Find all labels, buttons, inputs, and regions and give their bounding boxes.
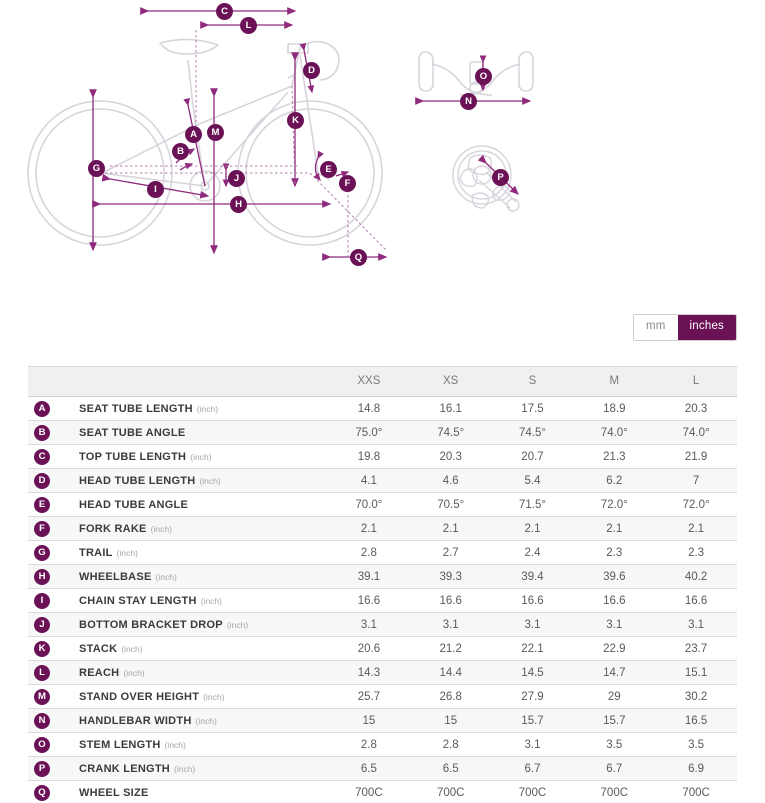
table-row bbox=[28, 637, 737, 661]
value-cell-m: 6.2 bbox=[606, 474, 623, 487]
spec-label-cell bbox=[28, 517, 328, 541]
table-row bbox=[28, 445, 737, 469]
row-badge-i: I bbox=[34, 593, 50, 609]
value-cell-l: 74.0° bbox=[682, 426, 710, 439]
value-cell-xxs: 16.6 bbox=[357, 594, 381, 607]
table-header-row bbox=[28, 367, 737, 397]
column-header-s: S bbox=[492, 367, 574, 397]
spec-name: STACK (inch) bbox=[79, 642, 143, 655]
spec-unit: (inch) bbox=[226, 619, 249, 630]
value-cell-s: 2.1 bbox=[524, 522, 541, 535]
value-cell-xxs: 6.5 bbox=[360, 762, 377, 775]
row-badge-m: M bbox=[34, 689, 50, 705]
value-cell-m: 39.6 bbox=[603, 570, 626, 583]
row-badge-f: F bbox=[34, 521, 50, 537]
value-cell-m: 74.0° bbox=[600, 426, 628, 439]
value-cell-s: 20.7 bbox=[521, 450, 544, 463]
spec-name: WHEEL SIZE bbox=[79, 786, 149, 799]
value-cell-xs: 2.7 bbox=[442, 546, 459, 559]
value-cell-m: 21.3 bbox=[603, 450, 626, 463]
value-cell-m: 14.7 bbox=[603, 666, 626, 679]
spec-unit: (inch) bbox=[123, 667, 145, 678]
value-cell-xs: 15 bbox=[444, 714, 458, 727]
spec-name: CHAIN STAY LENGTH (inch) bbox=[79, 594, 222, 607]
row-badge-g: G bbox=[34, 545, 50, 561]
value-cell-xs: 21.2 bbox=[439, 642, 462, 655]
value-cell-l: 30.2 bbox=[684, 690, 708, 703]
value-cell-l: 6.9 bbox=[688, 762, 705, 775]
diagram-callout-m: M bbox=[207, 124, 224, 141]
diagram-callout-f: F bbox=[339, 175, 356, 192]
value-cell-s: 15.7 bbox=[521, 714, 544, 727]
column-header-m: M bbox=[573, 367, 655, 397]
table-row bbox=[28, 469, 737, 493]
spec-label-cell bbox=[28, 589, 328, 613]
value-cell-m: 15.7 bbox=[603, 714, 626, 727]
value-cell-s: 2.4 bbox=[524, 546, 541, 559]
value-cell-s: 6.7 bbox=[524, 762, 541, 775]
value-cell-xxs: 2.8 bbox=[360, 738, 377, 751]
diagram-callout-i: I bbox=[147, 181, 164, 198]
spec-name: STEM LENGTH (inch) bbox=[79, 738, 186, 751]
value-cell-m: 29 bbox=[607, 690, 621, 703]
spec-label-cell bbox=[28, 685, 328, 709]
value-cell-xxs: 14.8 bbox=[357, 402, 381, 415]
value-cell-m: 2.3 bbox=[606, 546, 623, 559]
value-cell-m: 2.1 bbox=[606, 522, 623, 535]
diagram-callout-h: H bbox=[230, 196, 247, 213]
value-cell-l: 3.5 bbox=[688, 738, 705, 751]
row-badge-n: N bbox=[34, 713, 50, 729]
value-cell-xxs: 15 bbox=[362, 714, 376, 727]
value-cell-xs: 16.1 bbox=[439, 402, 462, 415]
row-badge-c: C bbox=[34, 449, 50, 465]
row-badge-l: L bbox=[34, 665, 50, 681]
value-cell-s: 5.4 bbox=[524, 474, 541, 487]
spec-label-cell bbox=[28, 565, 328, 589]
value-cell-s: 700C bbox=[518, 786, 547, 799]
spec-unit: (inch) bbox=[196, 403, 219, 414]
spec-label-cell bbox=[28, 637, 328, 661]
spec-label-cell bbox=[28, 781, 328, 803]
value-cell-m: 6.7 bbox=[606, 762, 623, 775]
row-badge-d: D bbox=[34, 473, 50, 489]
value-cell-s: 3.1 bbox=[524, 738, 541, 751]
diagram-callout-j: J bbox=[228, 170, 245, 187]
row-badge-a: A bbox=[34, 401, 50, 417]
spec-name: FORK RAKE (inch) bbox=[79, 522, 172, 535]
spec-name: REACH (inch) bbox=[79, 666, 145, 679]
value-cell-xs: 6.5 bbox=[442, 762, 459, 775]
spec-unit: (inch) bbox=[200, 595, 222, 606]
value-cell-xs: 74.5° bbox=[437, 426, 465, 439]
value-cell-m: 3.1 bbox=[606, 618, 623, 631]
value-cell-xs: 2.8 bbox=[442, 738, 459, 751]
bike-geometry-diagram bbox=[0, 0, 765, 290]
spec-name: SEAT TUBE ANGLE bbox=[79, 426, 186, 439]
value-cell-xs: 3.1 bbox=[442, 618, 459, 631]
spec-name: TOP TUBE LENGTH (inch) bbox=[79, 450, 212, 463]
dimension-lines bbox=[93, 11, 386, 257]
spec-name: HEAD TUBE LENGTH (inch) bbox=[79, 474, 221, 487]
spec-label-cell bbox=[28, 613, 328, 637]
row-badge-p: P bbox=[34, 761, 50, 777]
spec-name: SEAT TUBE LENGTH (inch) bbox=[79, 402, 219, 415]
diagram-callout-g: G bbox=[88, 160, 105, 177]
value-cell-m: 16.6 bbox=[603, 594, 626, 607]
table-row bbox=[28, 781, 737, 803]
value-cell-s: 27.9 bbox=[521, 690, 544, 703]
value-cell-l: 40.2 bbox=[684, 570, 708, 583]
table-row bbox=[28, 733, 737, 757]
value-cell-xxs: 2.8 bbox=[360, 546, 377, 559]
header-spec-label bbox=[28, 367, 328, 397]
spec-name: WHEELBASE (inch) bbox=[79, 570, 177, 583]
column-header-l: L bbox=[655, 367, 737, 397]
value-cell-s: 14.5 bbox=[521, 666, 544, 679]
row-badge-j: J bbox=[34, 617, 50, 633]
value-cell-s: 3.1 bbox=[524, 618, 541, 631]
table-row bbox=[28, 757, 737, 781]
spec-name: BOTTOM BRACKET DROP (inch) bbox=[79, 618, 249, 631]
spec-unit: (inch) bbox=[190, 451, 212, 462]
value-cell-s: 22.1 bbox=[521, 642, 544, 655]
spec-label-cell bbox=[28, 733, 328, 757]
table-row bbox=[28, 661, 737, 685]
value-cell-xxs: 14.3 bbox=[357, 666, 381, 679]
value-cell-l: 16.5 bbox=[684, 714, 708, 727]
value-cell-l: 21.9 bbox=[684, 450, 708, 463]
value-cell-l: 700C bbox=[682, 786, 710, 799]
value-cell-l: 20.3 bbox=[684, 402, 708, 415]
table-row bbox=[28, 397, 737, 421]
spec-label-cell bbox=[28, 757, 328, 781]
value-cell-xs: 4.6 bbox=[442, 474, 459, 487]
column-header-xxs: XXS bbox=[328, 367, 410, 397]
value-cell-s: 17.5 bbox=[521, 402, 544, 415]
geometry-table bbox=[28, 366, 737, 803]
value-cell-l: 16.6 bbox=[684, 594, 708, 607]
value-cell-m: 22.9 bbox=[603, 642, 626, 655]
spec-unit: (inch) bbox=[199, 475, 221, 486]
spec-label-cell bbox=[28, 445, 328, 469]
spec-name: HANDLEBAR WIDTH (inch) bbox=[79, 714, 217, 727]
spec-unit: (inch) bbox=[174, 763, 196, 774]
bike-outline-graphic bbox=[28, 39, 382, 245]
value-cell-s: 39.4 bbox=[521, 570, 544, 583]
spec-name: STAND OVER HEIGHT (inch) bbox=[79, 690, 225, 703]
unit-toggle[interactable] bbox=[633, 314, 737, 341]
diagram-callout-o: O bbox=[475, 68, 492, 85]
value-cell-xs: 26.8 bbox=[439, 690, 462, 703]
value-cell-l: 15.1 bbox=[684, 666, 708, 679]
diagram-callout-e: E bbox=[320, 161, 337, 178]
value-cell-xs: 700C bbox=[436, 786, 465, 799]
value-cell-xxs: 75.0° bbox=[355, 426, 383, 439]
row-badge-k: K bbox=[34, 641, 50, 657]
table-row bbox=[28, 541, 737, 565]
value-cell-xs: 70.5° bbox=[437, 498, 465, 511]
row-badge-o: O bbox=[34, 737, 50, 753]
value-cell-xs: 2.1 bbox=[442, 522, 459, 535]
value-cell-s: 71.5° bbox=[519, 498, 546, 511]
value-cell-xxs: 700C bbox=[355, 786, 383, 799]
table-row bbox=[28, 517, 737, 541]
table-row bbox=[28, 685, 737, 709]
table-row bbox=[28, 421, 737, 445]
value-cell-xxs: 3.1 bbox=[360, 618, 377, 631]
row-badge-h: H bbox=[34, 569, 50, 585]
spec-unit: (inch) bbox=[155, 571, 177, 582]
value-cell-l: 2.3 bbox=[688, 546, 705, 559]
spec-unit: (inch) bbox=[121, 643, 143, 654]
value-cell-m: 3.5 bbox=[606, 738, 623, 751]
value-cell-s: 16.6 bbox=[521, 594, 544, 607]
value-cell-xxs: 2.1 bbox=[360, 522, 377, 535]
value-cell-xs: 20.3 bbox=[439, 450, 462, 463]
value-cell-s: 74.5° bbox=[519, 426, 546, 439]
value-cell-xxs: 20.6 bbox=[357, 642, 381, 655]
table-row bbox=[28, 709, 737, 733]
diagram-callout-k: K bbox=[287, 112, 304, 129]
row-badge-e: E bbox=[34, 497, 50, 513]
spec-unit: (inch) bbox=[164, 739, 186, 750]
geometry-table-header bbox=[28, 367, 737, 397]
row-badge-b: B bbox=[34, 425, 50, 441]
spec-unit: (inch) bbox=[203, 691, 225, 702]
diagram-callout-n: N bbox=[460, 93, 477, 110]
spec-label-cell bbox=[28, 541, 328, 565]
diagram-callout-a: A bbox=[185, 126, 202, 143]
value-cell-xxs: 19.8 bbox=[357, 450, 381, 463]
value-cell-xxs: 25.7 bbox=[357, 690, 381, 703]
spec-name: HEAD TUBE ANGLE bbox=[79, 498, 189, 511]
spec-label-cell bbox=[28, 469, 328, 493]
spec-label-cell bbox=[28, 421, 328, 445]
spec-label-cell bbox=[28, 709, 328, 733]
diagram-callout-c: C bbox=[216, 3, 233, 20]
spec-unit: (inch) bbox=[195, 715, 217, 726]
value-cell-m: 18.9 bbox=[603, 402, 626, 415]
value-cell-l: 2.1 bbox=[688, 522, 705, 535]
diagram-callout-p: P bbox=[492, 169, 509, 186]
unit-button-mm[interactable]: mm bbox=[634, 315, 678, 340]
diagram-callout-l: L bbox=[240, 17, 257, 34]
value-cell-xxs: 4.1 bbox=[360, 474, 377, 487]
spec-name: TRAIL (inch) bbox=[79, 546, 138, 559]
value-cell-xs: 14.4 bbox=[439, 666, 462, 679]
geometry-table-body bbox=[28, 397, 737, 803]
table-row bbox=[28, 589, 737, 613]
spec-unit: (inch) bbox=[116, 547, 138, 558]
row-badge-q: Q bbox=[34, 785, 50, 801]
spec-label-cell bbox=[28, 661, 328, 685]
diagram-callout-q: Q bbox=[350, 249, 367, 266]
unit-button-inches[interactable]: inches bbox=[678, 315, 736, 340]
value-cell-l: 7 bbox=[692, 474, 700, 487]
diagram-callout-d: D bbox=[303, 62, 320, 79]
value-cell-xxs: 70.0° bbox=[355, 498, 383, 511]
spec-label-cell bbox=[28, 493, 328, 517]
spec-label-cell bbox=[28, 397, 328, 421]
spec-name: CRANK LENGTH (inch) bbox=[79, 762, 196, 775]
value-cell-l: 72.0° bbox=[682, 498, 710, 511]
table-row bbox=[28, 565, 737, 589]
value-cell-m: 72.0° bbox=[600, 498, 628, 511]
table-row bbox=[28, 613, 737, 637]
diagram-callout-b: B bbox=[172, 143, 189, 160]
value-cell-xxs: 39.1 bbox=[357, 570, 381, 583]
column-header-xs: XS bbox=[410, 367, 492, 397]
value-cell-l: 23.7 bbox=[684, 642, 708, 655]
spec-unit: (inch) bbox=[150, 523, 172, 534]
crankset-graphic bbox=[453, 146, 519, 211]
value-cell-xs: 39.3 bbox=[439, 570, 462, 583]
table-row bbox=[28, 493, 737, 517]
value-cell-xs: 16.6 bbox=[439, 594, 462, 607]
value-cell-l: 3.1 bbox=[688, 618, 705, 631]
value-cell-m: 700C bbox=[600, 786, 629, 799]
